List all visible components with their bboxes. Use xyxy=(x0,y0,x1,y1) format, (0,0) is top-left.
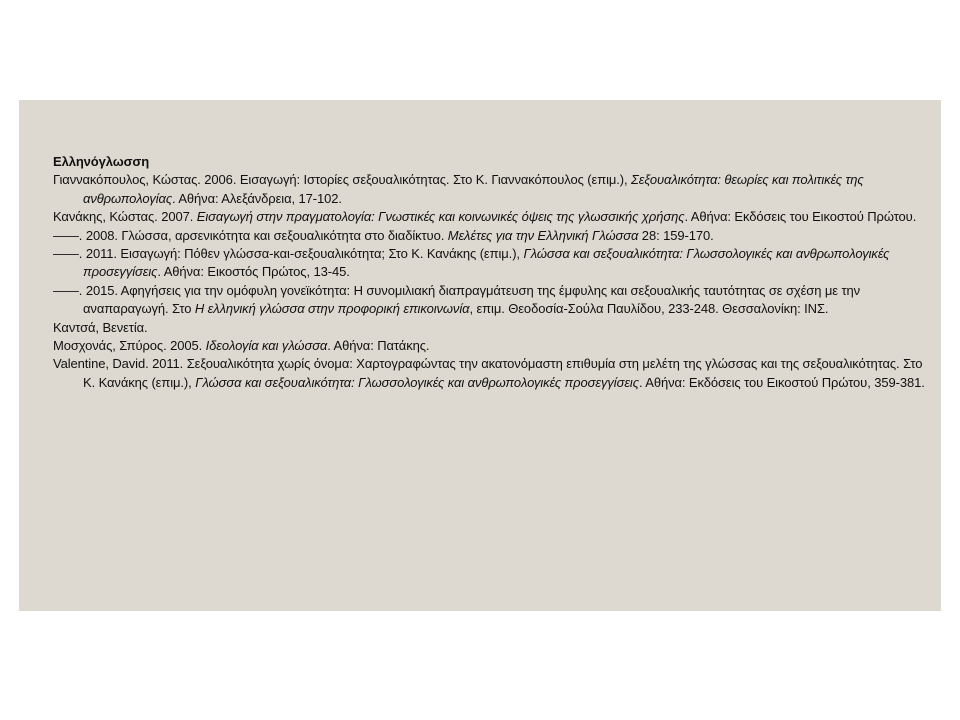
entry-text: . Αθήνα: Εκδόσεις του Εικοστού Πρώτου, 359-381. xyxy=(638,374,925,390)
entry-title-italic: Ιδεολογία και γλώσσα xyxy=(205,338,328,354)
bibliography-entry xyxy=(53,208,933,226)
entry-text: . Αθήνα: Αλεξάνδρεια, 17-102. xyxy=(172,190,342,206)
bibliography-entry xyxy=(53,282,933,319)
bibliography-panel xyxy=(19,100,941,611)
bibliography-entry xyxy=(53,319,933,337)
entry-text: ——. 2011. Εισαγωγή: Πόθεν γλώσσα-και-σεξουαλικότητα; Στο Κ. Κανάκης (επιμ.), xyxy=(53,246,524,262)
entry-title-italic: Γλώσσα και σεξουαλικότητα: Γλωσσολογικές και ανθρωπολογικές προσεγγίσεις xyxy=(195,374,639,390)
entry-text: Καντσά, Βενετία. xyxy=(53,319,148,335)
bibliography-entry xyxy=(53,245,933,282)
bibliography-content xyxy=(53,153,933,392)
entry-text: , επιμ. Θεοδοσία-Σούλα Παυλίδου, 233-248. Θεσσαλονίκη: ΙΝΣ. xyxy=(469,301,829,317)
bibliography-list xyxy=(53,171,933,392)
entry-text: Valentine, David. 2011. Σεξουαλικότητα χωρίς όνομα: Χαρτογραφώντας την ακατονόμαστη επιθυμία στη μελέτη της γλώσσας και της σεξουαλικότητας. Στο Κ. Κανάκης (επιμ.), xyxy=(53,356,923,390)
entry-text: . Αθήνα: Εικοστός Πρώτος, 13-45. xyxy=(157,264,350,280)
entry-text: ——. 2008. Γλώσσα, αρσενικότητα και σεξουαλικότητα στο διαδίκτυο. xyxy=(53,227,448,243)
entry-title-italic: Γλώσσα και σεξουαλικότητα: Γλωσσολογικές και ανθρωπολογικές προσεγγίσεις xyxy=(83,246,890,280)
entry-text: . Αθήνα: Πατάκης. xyxy=(327,338,430,354)
section-heading: Ελληνόγλωσση xyxy=(53,154,150,169)
bibliography-entry xyxy=(53,337,933,355)
entry-text: ——. 2015. Αφηγήσεις για την ομόφυλη γονεϊκότητα: Η συνομιλιακή διαπραγμάτευση της έμφυλης και σεξουαλικής ταυτότητας σε σχέση με την αναπαραγωγή. Στο xyxy=(53,282,861,317)
bibliography-entry xyxy=(53,355,933,392)
entry-text: . Αθήνα: Εκδόσεις του Εικοστού Πρώτου. xyxy=(684,209,917,225)
entry-title-italic: Σεξουαλικότητα: θεωρίες και πολιτικές της ανθρωπολογίας xyxy=(83,172,864,206)
entry-title-italic: Εισαγωγή στην πραγματολογία: Γνωστικές και κοινωνικές όψεις της γλωσσικής χρήσης xyxy=(196,209,685,225)
entry-text: Κανάκης, Κώστας. 2007. xyxy=(53,209,197,225)
entry-text: 28: 159-170. xyxy=(638,227,714,243)
bibliography-entry xyxy=(53,171,933,208)
entry-title-italic: Η ελληνική γλώσσα στην προφορική επικοινωνία xyxy=(194,301,470,317)
bibliography-entry xyxy=(53,227,933,245)
entry-text: Γιαννακόπουλος, Κώστας. 2006. Εισαγωγή: Ιστορίες σεξουαλικότητας. Στο Κ. Γιαννακόπουλος (επιμ.), xyxy=(53,172,632,188)
entry-text: Μοσχονάς, Σπύρος. 2005. xyxy=(53,338,206,354)
entry-title-italic: Μελέτες για την Ελληνική Γλώσσα xyxy=(447,227,639,243)
